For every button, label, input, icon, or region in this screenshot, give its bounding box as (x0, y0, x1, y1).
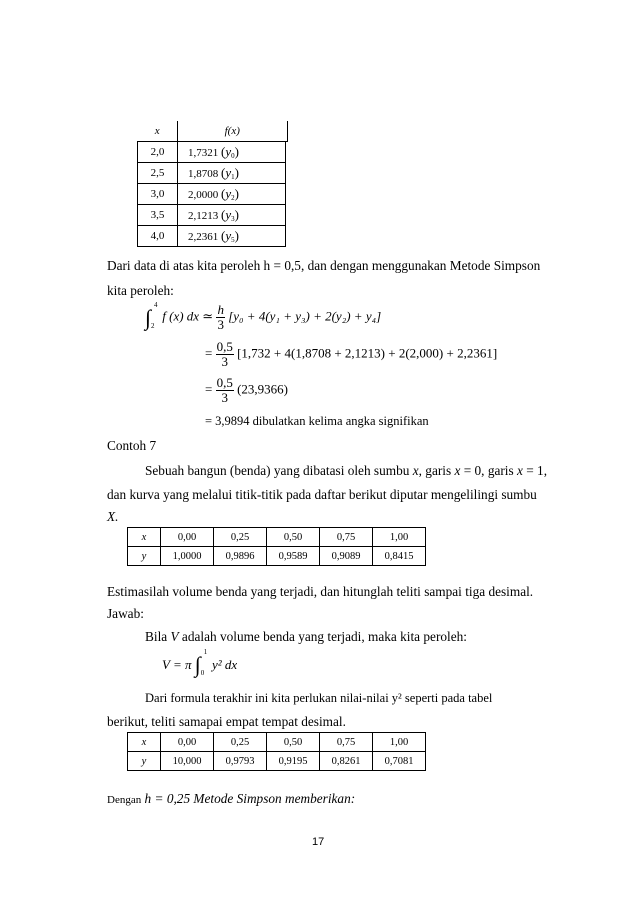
xy-row-label: y (128, 547, 161, 566)
fx-table-header-fx: f(x) (178, 121, 288, 142)
page-number: 17 (312, 836, 325, 848)
simpson-formula-line1 (145, 300, 382, 332)
formula-line: berikut, teliti samapai empat tempat desimal. (107, 714, 346, 729)
table-row: y 10,000 0,9793 0,9195 0,8261 0,7081 (128, 752, 426, 771)
table-row: x 0,00 0,25 0,50 0,75 1,00 (128, 528, 426, 547)
fx-cell-x: 3,0 (138, 184, 178, 205)
fx-table-header-x: x (138, 121, 178, 142)
answer-label: Jawab: (107, 606, 144, 621)
fx-cell-x: 4,0 (138, 226, 178, 247)
table-row (138, 163, 288, 184)
y2-row-label: x (128, 733, 161, 752)
xy-row-label: x (128, 528, 161, 547)
fx-cell-value: 1,8708 $(y_1)$ (178, 163, 286, 184)
example-title: Contoh 7 (107, 438, 157, 453)
simpson-formula-line2: = $\frac{0,5}{3}$ [1,732 + 4(1,8708 + 2,1213) + 2(2,000) + 2,2361] (205, 339, 498, 369)
xy-table (127, 527, 426, 566)
table-row (138, 226, 288, 247)
y2-row-label: y (128, 752, 161, 771)
fx-cell-x: 2,0 (138, 142, 178, 163)
table-row (138, 205, 288, 226)
paragraph-line: kita peroleh: (107, 283, 174, 298)
example-line: dan kurva yang melalui titik-titik pada daftar berikut diputar mengelilingi sumbu (107, 487, 537, 502)
fx-cell-value: 2,1213 $(y_3)$ (178, 205, 286, 226)
example-line: X. (107, 509, 119, 524)
fx-cell-value: 1,7321 $(y_0)$ (178, 142, 286, 163)
fraction-h-over-3: $\frac{h}{3}$ (217, 302, 224, 332)
paragraph-line: Dari data di atas kita peroleh h = 0,5, dan dengan menggunakan Metode Simpson (107, 258, 541, 273)
table-row (138, 142, 288, 163)
volume-formula: V = π ∫ 1 0 y² dx (162, 648, 238, 677)
simpson-lhs: f (x) dx ≃ (162, 308, 214, 324)
table-row: x 0,00 0,25 0,50 0,75 1,00 (128, 733, 426, 752)
final-line: Dengan h = 0,25 Metode Simpson memberikan: (107, 791, 356, 806)
task-line: Estimasilah volume benda yang terjadi, dan hitunglah teliti sampai tiga desimal. (107, 584, 534, 599)
y2-table (127, 732, 426, 771)
integral-sign: ∫ 4 2 (145, 300, 158, 330)
fx-cell-x: 3,5 (138, 205, 178, 226)
answer-line: Bila V adalah volume benda yang terjadi, maka kita peroleh: (145, 629, 467, 644)
simpson-formula-line3: = $\frac{0,5}{3}$ (23,9366) (205, 375, 289, 405)
simpson-paren3: (23,9366) (237, 381, 289, 397)
example-line: Sebuah bangun (benda) yang dibatasi oleh sumbu x, garis x = 0, garis x = 1, (145, 463, 548, 478)
simpson-result: = 3,9894 dibulatkan kelima angka signifikan (205, 414, 429, 428)
fx-cell-x: 2,5 (138, 163, 178, 184)
simpson-bracket2: [1,732 + 4(1,8708 + 2,1213) + 2(2,000) + 2,2361] (237, 345, 498, 361)
table-row (138, 184, 288, 205)
integral-sign: ∫ 1 0 (194, 648, 208, 677)
fx-cell-value: 2,0000 $(y_2)$ (178, 184, 286, 205)
table-row: y 1,0000 0,9896 0,9589 0,9089 0,8415 (128, 547, 426, 566)
fx-table (137, 121, 288, 247)
formula-line: Dari formula terakhir ini kita perlukan nilai-nilai y² seperti pada tabel (145, 691, 493, 705)
simpson-bracket1: [y₀ + 4(y₁ + y₃) + 2(y₂) + y₄] (228, 308, 382, 324)
fx-cell-value: 2,2361 $(y_5)$ (178, 226, 286, 247)
